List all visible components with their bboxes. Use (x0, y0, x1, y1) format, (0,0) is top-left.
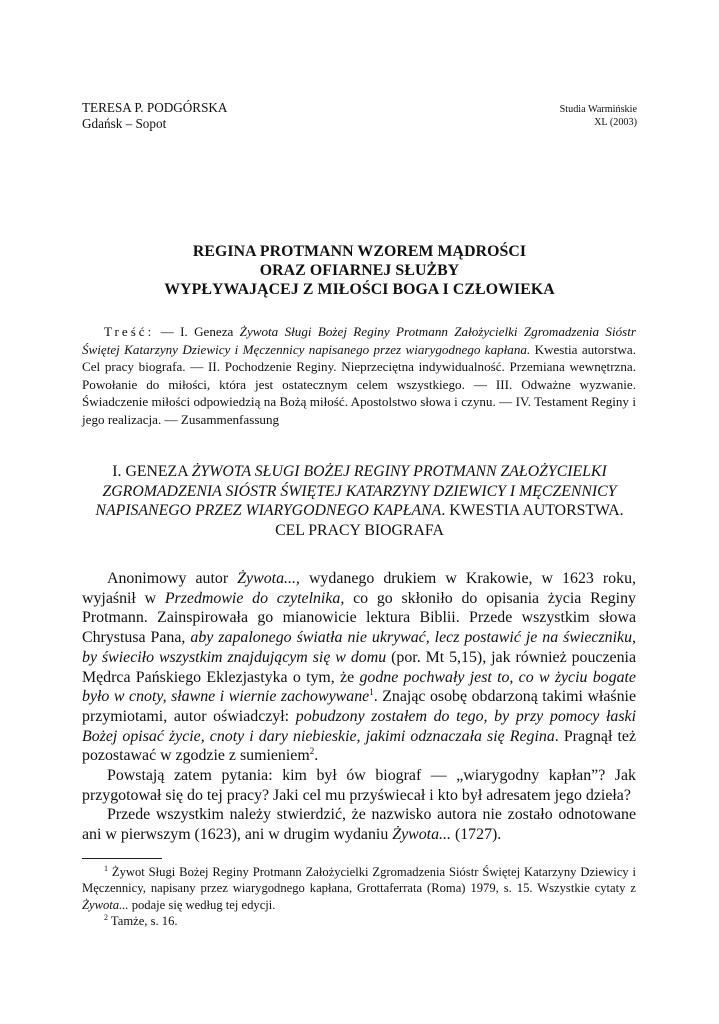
abstract (82, 323, 636, 429)
footnote (82, 913, 636, 929)
text-run-italic: Żywota... (392, 826, 451, 844)
section-heading-suffix: . KWESTIA AUTORSTWA. CEL PRACY BIOGRAFA (275, 502, 624, 539)
paragraph: Powstają zatem pytania: kim był ów biograf — „wiarygodny kapłan”? Jak przygotował się do tej pracy? Jaki cel mu przyświecał i kto był adresatem jego dzieła? (82, 767, 636, 804)
section-heading-prefix: I. GENEZA (112, 463, 192, 480)
journal-volume: XL (2003) (594, 116, 637, 128)
text-run-italic: pobudzony zostałem do tego, by przy pomocy łaski Bożej opisać życie, cnoty i dary niebieskie, jakimi odznaczała się Regina (82, 707, 637, 745)
footnotes (82, 864, 636, 930)
text-run: . Pragnął też pozostawać w zgodzie z sumieniem (82, 727, 636, 765)
text-run: co go skłoniło do opisania życia Reginy Protmann. Zainspirowała go mianowicie lektura Biblii. Przede wszystkim słowa Chrystusa Pana, (82, 589, 636, 647)
journal-name: Studia Warmińskie (559, 104, 637, 115)
abstract-text: — I. Geneza (154, 324, 240, 339)
journal-block (560, 104, 637, 129)
text-run: Przede wszystkim należy stwierdzić, że nazwisko autora nie zostało odnotowane ani w pierwszym (1623), ani w drugim wydaniu (82, 806, 636, 844)
section-heading (82, 462, 637, 540)
footnote-text-italic: Żywota... (82, 897, 129, 912)
text-run: wydanego drukiem w Krakowie, w 1623 roku, wyjaśnił w (82, 570, 636, 607)
footnote-ref: 1 (369, 687, 374, 698)
abstract-text-italic: Żywota Sługi Bożej Reginy Protmann Założycielki Zgromadzenia Sióstr Świętej Katarzyny Dziewicy i Męczennicy napisanego przez wiarygodnego kapłana. (82, 324, 636, 357)
section-heading-italic: ŻYWOTA SŁUGI BOŻEJ REGINY PROTMANN ZAŁOŻYCIELKI ZGROMADZENIA SIÓSTR ŚWIĘTEJ KATARZYNY DZIEWICY I MĘCZENNICY NAPISANEGO PRZEZ WIARYGODNEGO KAPŁANA (95, 463, 617, 520)
footnote-text: podaje się według tej edycji. (128, 897, 276, 912)
text-run-italic: aby zapalonego światła nie ukrywać, lecz postawić je na świeczniku, by świeciło wszystkim znajdującym się w domu (82, 629, 636, 666)
title-line: REGINA PROTMANN WZOREM MĄDROŚCI (192, 243, 527, 260)
text-run: . Znając osobę obdarzoną takimi właśnie przymiotami, autor oświadczył: (82, 688, 636, 725)
article-title (82, 242, 637, 299)
footnote-mark: 1 (104, 864, 108, 873)
footnote-text: Żywot Sługi Bożej Reginy Protmann Założycielki Zgromadzenia Sióstr Świętej Katarzyny Dziewicy i Męczennicy, napisany przez wiarygodnego kapłana, Grottaferrata (Roma) 1979, s. 15. Wszystkie cytaty z (82, 865, 636, 896)
paragraph (82, 569, 636, 766)
text-run: . (314, 747, 319, 765)
text-run: (por. Mt 5,15), jak również pouczenia Mędrca Pańskiego Eklezjastyka o tym, że (82, 648, 636, 686)
text-run-italic: Żywota..., (237, 570, 300, 587)
abstract-label: Treść: (104, 324, 155, 339)
text-run: (1727). (450, 826, 502, 844)
title-line: ORAZ OFIARNEJ SŁUŻBY (259, 262, 460, 279)
footnote-divider (82, 858, 162, 859)
text-run-italic: Przedmowie do czytelnika, (164, 589, 345, 607)
paragraph (82, 805, 636, 844)
text-run-italic: godne pochwały jest to, co w życiu bogate było w cnoty, sławne i wiernie zachowywane (82, 668, 636, 706)
text-run: Anonimowy autor (107, 570, 238, 587)
footnote-mark: 2 (104, 913, 108, 923)
body-text (82, 569, 636, 845)
footnote-text: Tamże, s. 16. (108, 914, 178, 929)
author-name: TERESA P. PODGÓRSKA (82, 100, 228, 115)
abstract-text: Kwestia autorstwa. Cel pracy biografa. — II. Pochodzenie Reginy. Nieprzeciętna indywidualność. Przemiana wewnętrzna. Powołanie do miłości, która jest ostatecznym celem wszystkiego. — III. Odważne wyzwanie. Świadczenie miłości odpowiedzią na Bożą miłość. Apostolstwo słowa i czynu. — IV. Testament Reginy i jego realizacja. — Zusammenfassung (82, 341, 636, 427)
author-place: Gdańsk – Sopot (82, 116, 167, 131)
footnote-ref: 2 (309, 746, 315, 757)
footnote (82, 864, 636, 913)
author-block (82, 100, 227, 132)
title-line: WYPŁYWAJĄCEJ Z MIŁOŚCI BOGA I CZŁOWIEKA (164, 281, 555, 298)
